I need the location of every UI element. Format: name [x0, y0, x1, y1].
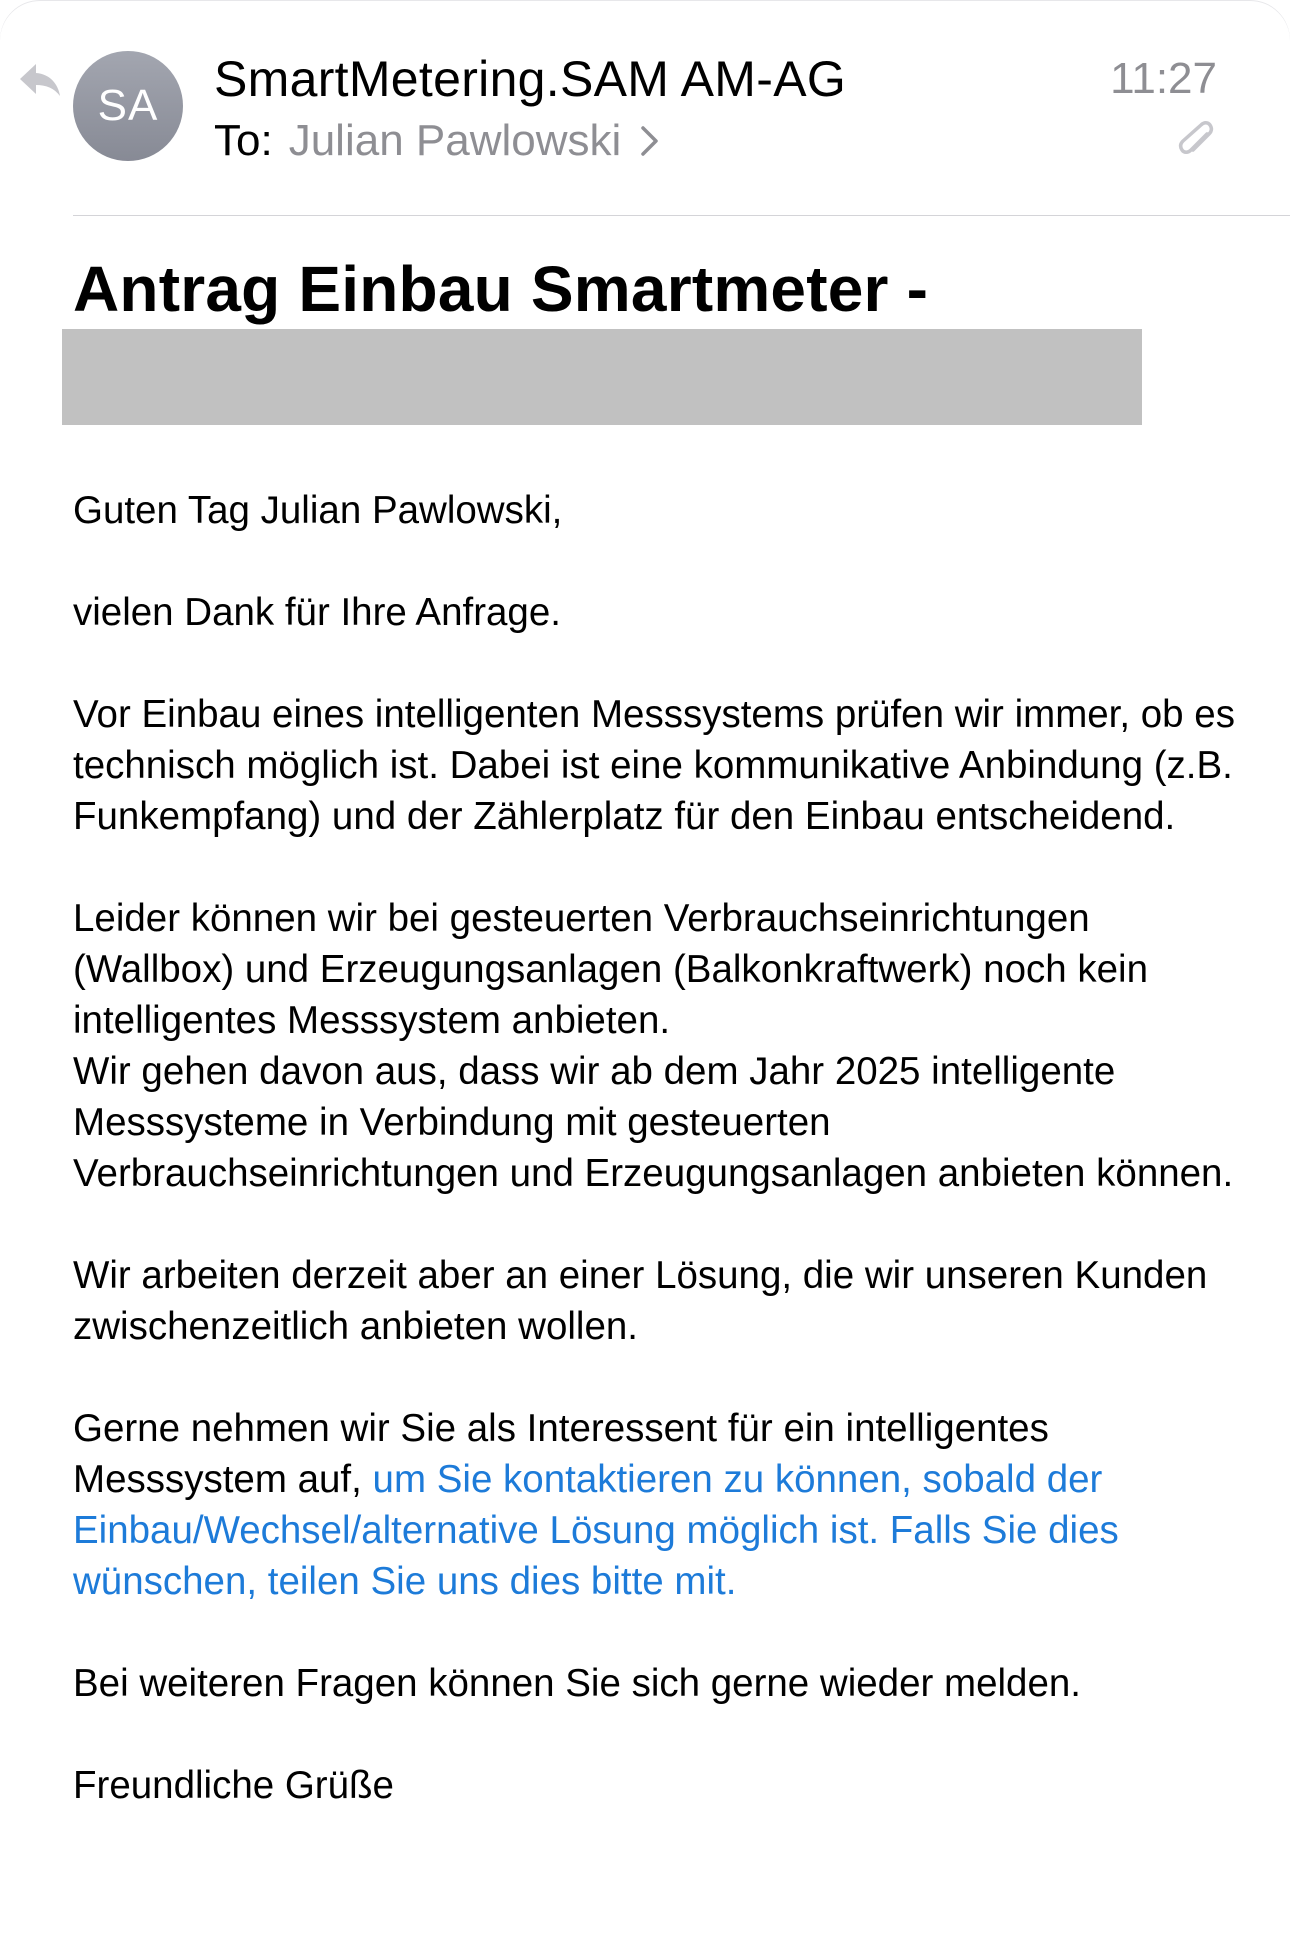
paragraph-questions: Bei weiteren Fragen können Sie sich gerne wieder melden.	[73, 1662, 1081, 1705]
recipient-name[interactable]: Julian Pawlowski	[288, 116, 622, 165]
greeting: Guten Tag Julian Pawlowski,	[73, 489, 563, 532]
to-label: To:	[214, 116, 273, 165]
interest-text: Gerne nehmen wir Sie als Interessent für ein intelligentes Messsystem auf,	[73, 1407, 1049, 1501]
paperclip-icon	[1177, 120, 1217, 164]
contact-link[interactable]: um Sie kontaktieren zu können, sobald der Einbau/Wechsel/alternative Lösung möglich ist. Falls Sie dies wünschen, teilen Sie uns dies bitte mit.	[73, 1458, 1119, 1603]
paragraph-interest	[73, 1403, 1253, 1607]
email-body	[73, 485, 1253, 1862]
paragraph-solution: Wir arbeiten derzeit aber an einer Lösung, die wir unseren Kunden zwischenzeitlich anbieten wollen.	[73, 1254, 1208, 1348]
thanks-line: vielen Dank für Ihre Anfrage.	[73, 591, 561, 634]
redacted-block	[62, 329, 1142, 425]
timestamp: 11:27	[1110, 54, 1217, 103]
paragraph-limitation: Leider können wir bei gesteuerten Verbrauchseinrichtungen (Wallbox) und Erzeugungsanlagen (Balkonkraftwerk) noch kein intelligentes Messsystem anbieten.	[73, 897, 1148, 1042]
paragraph-technical-check: Vor Einbau eines intelligenten Messsystems prüfen wir immer, ob es technisch möglich ist. Dabei ist eine kommunikative Anbindung (z.B. Funkempfang) und der Zählerplatz für den Einbau entscheidend.	[73, 693, 1235, 838]
sender-avatar[interactable]	[73, 51, 183, 161]
email-subject: Antrag Einbau Smartmeter -	[73, 253, 929, 325]
reply-arrow-icon[interactable]	[16, 60, 62, 100]
sender-name[interactable]: SmartMetering.SAM AM-AG	[214, 51, 847, 107]
chevron-right-icon	[635, 124, 663, 158]
recipient-row[interactable]	[214, 116, 663, 166]
paragraph-outlook-2025: Wir gehen davon aus, dass wir ab dem Jahr 2025 intelligente Messsysteme in Verbindung mit gesteuerten Verbrauchseinrichtungen und Erzeugungsanlagen anbieten können.	[73, 1050, 1234, 1195]
header-divider	[73, 215, 1290, 216]
avatar-initials: SA	[97, 81, 159, 130]
closing: Freundliche Grüße	[73, 1764, 394, 1807]
